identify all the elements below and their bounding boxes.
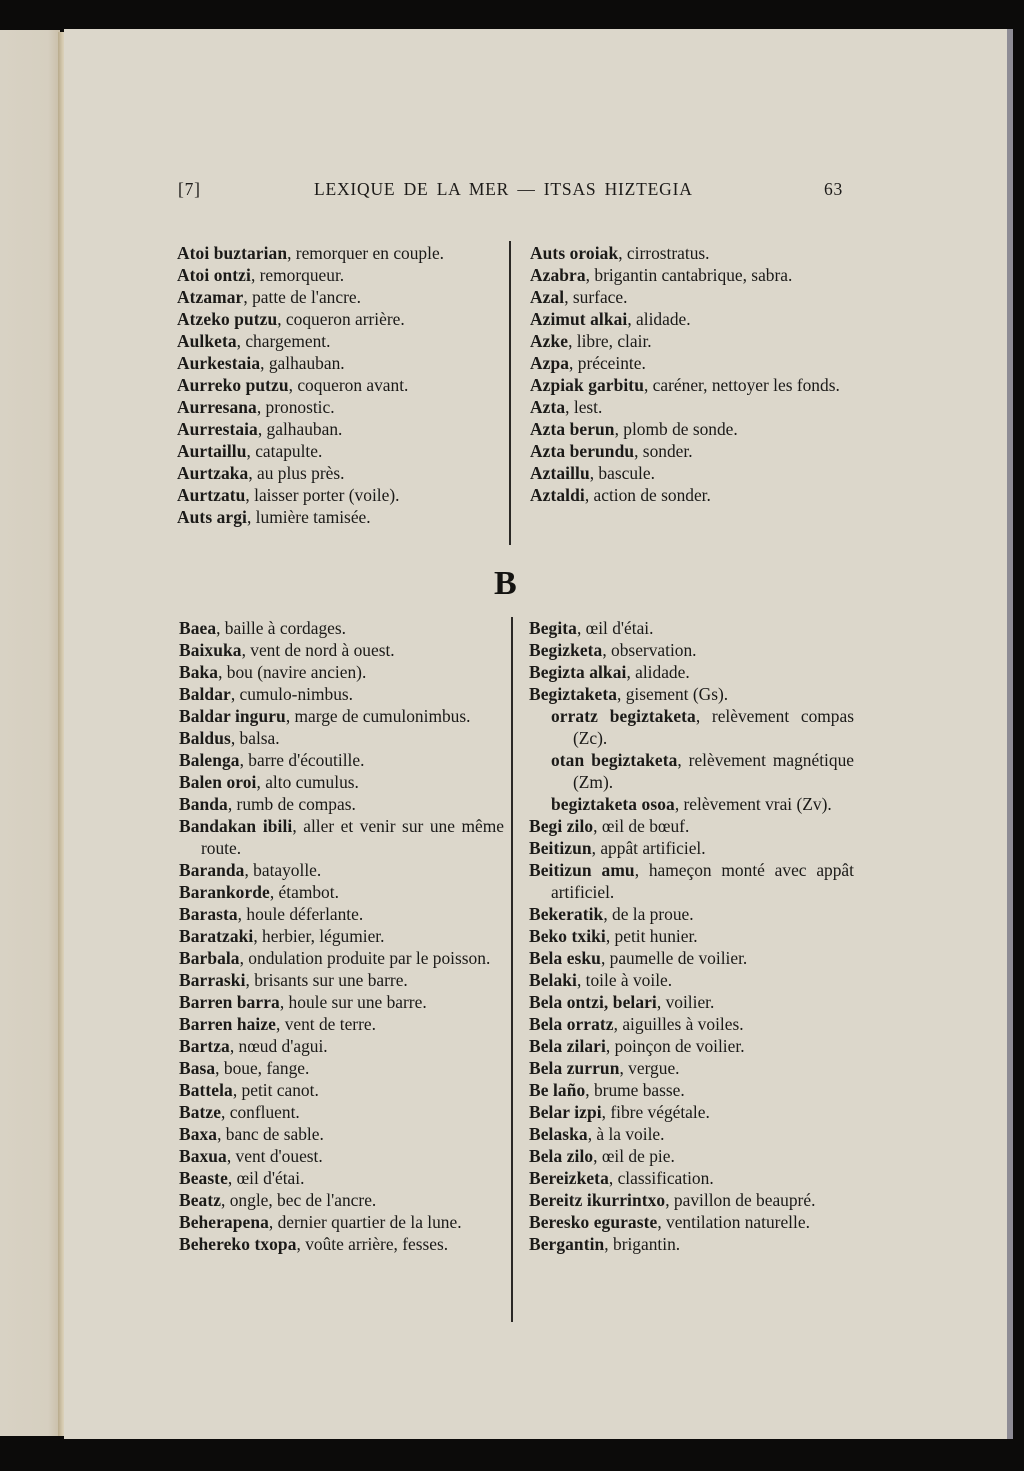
entry-definition: , banc de sable.	[217, 1124, 324, 1144]
entry-term: Bekeratik	[529, 904, 604, 924]
entry-definition: , de la proue.	[603, 904, 694, 924]
entry-term: Aztaldi	[530, 485, 585, 505]
section-b-right-column	[529, 617, 854, 1255]
entry-definition: , coqueron avant.	[288, 375, 409, 395]
entry-definition: , appât artificiel.	[591, 838, 706, 858]
folio-number: [7]	[178, 179, 201, 199]
dictionary-entry	[530, 418, 855, 440]
entry-definition: , alto cumulus.	[256, 772, 359, 792]
entry-term: Baranda	[179, 860, 245, 880]
entry-definition: , alidade.	[627, 309, 691, 329]
entry-definition: , remorqueur.	[250, 265, 345, 285]
dictionary-entry	[177, 484, 502, 506]
entry-definition: , remorquer en couple.	[287, 243, 445, 263]
dictionary-entry	[179, 705, 504, 727]
dictionary-entry	[179, 1057, 504, 1079]
dictionary-entry	[179, 1211, 504, 1233]
dictionary-entry	[179, 815, 504, 859]
entry-term: Barasta	[179, 904, 238, 924]
entry-term: Baea	[179, 618, 217, 638]
dictionary-entry	[177, 506, 502, 528]
dictionary-entry	[177, 330, 502, 352]
dictionary-entry	[179, 1079, 504, 1101]
entry-term: Azke	[530, 331, 569, 351]
entry-term: Bela esku	[529, 948, 601, 968]
dictionary-entry	[529, 837, 854, 859]
dictionary-entry	[529, 1233, 854, 1255]
dictionary-entry	[179, 903, 504, 925]
dictionary-entry	[179, 859, 504, 881]
entry-definition: , œil d'étai.	[227, 1168, 305, 1188]
entry-definition: , œil de bœuf.	[593, 816, 690, 836]
entry-definition: , chargement.	[236, 331, 331, 351]
facing-page-edge	[0, 30, 60, 1436]
entry-term: begiztaketa osoa	[551, 794, 675, 814]
entry-term: Beko txiki	[529, 926, 606, 946]
entry-definition: , vent de nord à ouest.	[241, 640, 395, 660]
entry-term: Aurreko putzu	[177, 375, 289, 395]
entry-definition: , voûte arrière, fesses.	[296, 1234, 449, 1254]
entry-definition: , hameçon monté avec appât artificiel.	[551, 860, 854, 902]
entry-term: Behereko txopa	[179, 1234, 297, 1254]
entry-definition: , brigantin.	[604, 1234, 681, 1254]
dictionary-entry	[177, 352, 502, 374]
entry-definition: , boue, fange.	[215, 1058, 310, 1078]
dictionary-entry	[529, 991, 854, 1013]
dictionary-entry	[530, 484, 855, 506]
entry-term: Bereizketa	[529, 1168, 609, 1188]
entry-definition: , nœud d'agui.	[229, 1036, 328, 1056]
entry-term: Begi zilo	[529, 816, 594, 836]
entry-term: Baixuka	[179, 640, 242, 660]
dictionary-entry	[179, 991, 504, 1013]
entry-term: Begiztaketa	[529, 684, 618, 704]
entry-definition: , patte de l'ancre.	[243, 287, 361, 307]
entry-term: Barren barra	[179, 992, 280, 1012]
dictionary-entry	[179, 771, 504, 793]
dictionary-entry	[179, 1123, 504, 1145]
dictionary-entry	[529, 969, 854, 991]
dictionary-entry	[529, 1189, 854, 1211]
entry-definition: , pavillon de beaupré.	[665, 1190, 816, 1210]
entry-definition: , ondulation produite par le poisson.	[239, 948, 491, 968]
entry-definition: , brume basse.	[585, 1080, 685, 1100]
entry-definition: , action de sonder.	[584, 485, 711, 505]
entry-term: Aurtaillu	[177, 441, 247, 461]
entry-term: Aurkestaia	[177, 353, 261, 373]
entry-definition: , au plus près.	[248, 463, 345, 483]
entry-term: Banda	[179, 794, 228, 814]
dictionary-entry	[179, 1145, 504, 1167]
entry-term: Aurrestaia	[177, 419, 258, 439]
entry-term: Azimut alkai	[530, 309, 628, 329]
dictionary-entry	[177, 440, 502, 462]
dictionary-entry	[530, 462, 855, 484]
entry-term: Baldar inguru	[179, 706, 286, 726]
entry-definition: , galhauban.	[257, 419, 343, 439]
section-a-right-column	[530, 242, 855, 506]
running-header	[64, 179, 1007, 203]
entry-term: Bela zilo	[529, 1146, 594, 1166]
dictionary-entry	[179, 1013, 504, 1035]
entry-term: Belar izpi	[529, 1102, 602, 1122]
entry-definition: , poinçon de voilier.	[605, 1036, 745, 1056]
entry-definition: , laisser porter (voile).	[245, 485, 400, 505]
dictionary-entry	[530, 440, 855, 462]
entry-term: Belaki	[529, 970, 577, 990]
entry-definition: , œil de pie.	[593, 1146, 675, 1166]
entry-term: Azabra	[530, 265, 586, 285]
entry-term: Aurresana	[177, 397, 257, 417]
entry-term: Azta berundu	[530, 441, 635, 461]
dictionary-entry	[529, 1013, 854, 1035]
entry-definition: , vent de terre.	[276, 1014, 376, 1034]
entry-term: Auts oroiak	[530, 243, 619, 263]
entry-definition: , marge de cumulonimbus.	[285, 706, 471, 726]
entry-term: Bereitz ikurrintxo	[529, 1190, 666, 1210]
dictionary-entry	[177, 286, 502, 308]
entry-definition: , lumière tamisée.	[246, 507, 371, 527]
entry-definition: , bou (navire ancien).	[218, 662, 367, 682]
entry-definition: , lest.	[565, 397, 603, 417]
entry-definition: , sonder.	[634, 441, 693, 461]
column-divider	[509, 241, 511, 545]
entry-term: Beitizun amu	[529, 860, 635, 880]
dictionary-entry	[179, 1167, 504, 1189]
entry-term: Begizketa	[529, 640, 603, 660]
entry-definition: , relèvement compas (Zc).	[573, 706, 854, 748]
dictionary-entry	[529, 1035, 854, 1057]
entry-definition: , étambot.	[269, 882, 339, 902]
entry-term: Beherapena	[179, 1212, 269, 1232]
entry-term: Baldar	[179, 684, 231, 704]
dictionary-entry	[179, 749, 504, 771]
entry-term: Beitizun	[529, 838, 592, 858]
dictionary-entry	[179, 947, 504, 969]
sub-entry	[529, 793, 854, 815]
dictionary-entry	[177, 264, 502, 286]
section-letter-heading: B	[494, 565, 517, 602]
dictionary-entry	[529, 925, 854, 947]
entry-definition: , aller et venir sur une même route.	[201, 816, 504, 858]
entry-term: Azta berun	[530, 419, 615, 439]
dictionary-entry	[177, 396, 502, 418]
entry-definition: , fibre végétale.	[601, 1102, 710, 1122]
entry-definition: , dernier quartier de la lune.	[268, 1212, 462, 1232]
dictionary-entry	[530, 352, 855, 374]
entry-definition: , ongle, bec de l'ancre.	[221, 1190, 377, 1210]
entry-term: Beresko eguraste	[529, 1212, 658, 1232]
entry-definition: , balsa.	[230, 728, 280, 748]
dictionary-entry	[179, 683, 504, 705]
entry-definition: , relèvement vrai (Zv).	[674, 794, 832, 814]
entry-term: Atzeko putzu	[177, 309, 278, 329]
dictionary-entry	[529, 1123, 854, 1145]
entry-term: Baratzaki	[179, 926, 254, 946]
entry-term: Baxa	[179, 1124, 218, 1144]
entry-definition: , houle déferlante.	[237, 904, 364, 924]
dictionary-entry	[179, 793, 504, 815]
dictionary-entry	[530, 308, 855, 330]
dictionary-entry	[179, 925, 504, 947]
entry-term: Beatz	[179, 1190, 222, 1210]
page-number: 63	[824, 179, 844, 199]
column-divider	[511, 617, 513, 1322]
entry-definition: , aiguilles à voiles.	[613, 1014, 744, 1034]
entry-definition: , rumb de compas.	[227, 794, 356, 814]
entry-term: Bandakan ibili	[179, 816, 293, 836]
entry-definition: , à la voile.	[587, 1124, 665, 1144]
entry-definition: , vent d'ouest.	[226, 1146, 323, 1166]
dictionary-entry	[529, 859, 854, 903]
dictionary-entry	[529, 617, 854, 639]
dictionary-entry	[529, 683, 854, 705]
entry-definition: , œil d'étai.	[576, 618, 654, 638]
entry-definition: , pronostic.	[256, 397, 335, 417]
dictionary-entry	[529, 815, 854, 837]
dictionary-entry	[529, 1079, 854, 1101]
dictionary-entry	[179, 1233, 504, 1255]
entry-term: Batze	[179, 1102, 222, 1122]
entry-term: Atoi ontzi	[177, 265, 251, 285]
dictionary-entry	[177, 462, 502, 484]
dictionary-entry	[177, 242, 502, 264]
entry-definition: , confluent.	[221, 1102, 300, 1122]
entry-definition: , petit hunier.	[605, 926, 698, 946]
entry-term: Belaska	[529, 1124, 588, 1144]
entry-term: Begizta alkai	[529, 662, 627, 682]
entry-term: Bela ontzi, belari	[529, 992, 657, 1012]
entry-term: Atzamar	[177, 287, 244, 307]
entry-term: Balen oroi	[179, 772, 257, 792]
entry-definition: , plomb de sonde.	[614, 419, 738, 439]
entry-definition: , brisants sur une barre.	[245, 970, 408, 990]
section-b-left-column	[179, 617, 504, 1255]
dictionary-entry	[529, 639, 854, 661]
entry-term: Auts argi	[177, 507, 247, 527]
entry-definition: , herbier, légumier.	[253, 926, 385, 946]
dictionary-entry	[529, 903, 854, 925]
entry-definition: , baille à cordages.	[216, 618, 346, 638]
dictionary-entry	[179, 1189, 504, 1211]
entry-term: Aurtzaka	[177, 463, 249, 483]
entry-term: Beaste	[179, 1168, 228, 1188]
dictionary-entry	[530, 396, 855, 418]
dictionary-entry	[177, 374, 502, 396]
entry-term: Baka	[179, 662, 219, 682]
entry-definition: , classification.	[608, 1168, 714, 1188]
entry-term: Barraski	[179, 970, 246, 990]
entry-definition: , toile à voile.	[576, 970, 673, 990]
dictionary-entry	[177, 418, 502, 440]
entry-definition: , préceinte.	[569, 353, 646, 373]
dictionary-entry	[529, 661, 854, 683]
entry-definition: , voilier.	[656, 992, 715, 1012]
entry-term: Baxua	[179, 1146, 227, 1166]
entry-term: Battela	[179, 1080, 233, 1100]
entry-term: Basa	[179, 1058, 216, 1078]
entry-term: Bartza	[179, 1036, 230, 1056]
entry-definition: , gisement (Gs).	[617, 684, 729, 704]
entry-definition: , cumulo-nimbus.	[230, 684, 354, 704]
entry-definition: , observation.	[602, 640, 697, 660]
entry-definition: , coqueron arrière.	[277, 309, 405, 329]
entry-definition: , surface.	[564, 287, 628, 307]
entry-definition: , petit canot.	[232, 1080, 319, 1100]
entry-term: Azpa	[530, 353, 570, 373]
entry-definition: , brigantin cantabrique, sabra.	[585, 265, 793, 285]
entry-term: Balenga	[179, 750, 240, 770]
entry-term: Aurtzatu	[177, 485, 246, 505]
dictionary-entry	[179, 617, 504, 639]
entry-definition: , vergue.	[619, 1058, 680, 1078]
dictionary-entry	[529, 1057, 854, 1079]
entry-definition: , houle sur une barre.	[279, 992, 427, 1012]
dictionary-entry	[177, 308, 502, 330]
dictionary-entry	[530, 330, 855, 352]
dictionary-entry	[179, 1035, 504, 1057]
entry-definition: , paumelle de voilier.	[600, 948, 748, 968]
entry-term: Bela zurrun	[529, 1058, 620, 1078]
dictionary-entry	[529, 1167, 854, 1189]
dictionary-entry	[179, 661, 504, 683]
entry-term: Aztaillu	[530, 463, 590, 483]
entry-term: otan begiztaketa	[551, 750, 678, 770]
section-a-left-column	[177, 242, 502, 528]
entry-term: Azal	[530, 287, 565, 307]
entry-definition: , caréner, nettoyer les fonds.	[643, 375, 840, 395]
dictionary-entry	[530, 374, 855, 396]
dictionary-entry	[179, 969, 504, 991]
dictionary-entry	[179, 881, 504, 903]
entry-definition: , ventilation naturelle.	[657, 1212, 810, 1232]
entry-term: Be laño	[529, 1080, 586, 1100]
entry-definition: , cirrostratus.	[618, 243, 710, 263]
dictionary-entry	[530, 264, 855, 286]
entry-definition: , libre, clair.	[568, 331, 652, 351]
dictionary-entry	[179, 639, 504, 661]
entry-term: Azta	[530, 397, 566, 417]
entry-definition: , batayolle.	[244, 860, 322, 880]
entry-definition: , bascule.	[589, 463, 655, 483]
entry-definition: , catapulte.	[246, 441, 323, 461]
entry-term: orratz begiztaketa	[551, 706, 696, 726]
entry-term: Aulketa	[177, 331, 237, 351]
dictionary-page	[64, 29, 1007, 1439]
dictionary-entry	[529, 1145, 854, 1167]
dictionary-entry	[530, 242, 855, 264]
sub-entry	[529, 705, 854, 749]
entry-term: Bela zilari	[529, 1036, 606, 1056]
dictionary-entry	[529, 1211, 854, 1233]
dictionary-entry	[530, 286, 855, 308]
dictionary-entry	[529, 1101, 854, 1123]
entry-definition: , galhauban.	[260, 353, 345, 373]
entry-term: Bela orratz	[529, 1014, 614, 1034]
entry-term: Barren haize	[179, 1014, 276, 1034]
entry-term: Barbala	[179, 948, 240, 968]
running-title: LEXIQUE DE LA MER — ITSAS HIZTEGIA	[314, 179, 693, 199]
dictionary-entry	[179, 727, 504, 749]
sub-entry	[529, 749, 854, 793]
entry-term: Atoi buztarian	[177, 243, 288, 263]
entry-term: Bergantin	[529, 1234, 605, 1254]
dictionary-entry	[529, 947, 854, 969]
entry-term: Baldus	[179, 728, 231, 748]
entry-definition: , barre d'écoutille.	[239, 750, 365, 770]
entry-term: Barankorde	[179, 882, 270, 902]
entry-term: Begita	[529, 618, 577, 638]
entry-definition: , relèvement magnétique (Zm).	[573, 750, 854, 792]
entry-term: Azpiak garbitu	[530, 375, 644, 395]
entry-definition: , alidade.	[626, 662, 690, 682]
dictionary-entry	[179, 1101, 504, 1123]
